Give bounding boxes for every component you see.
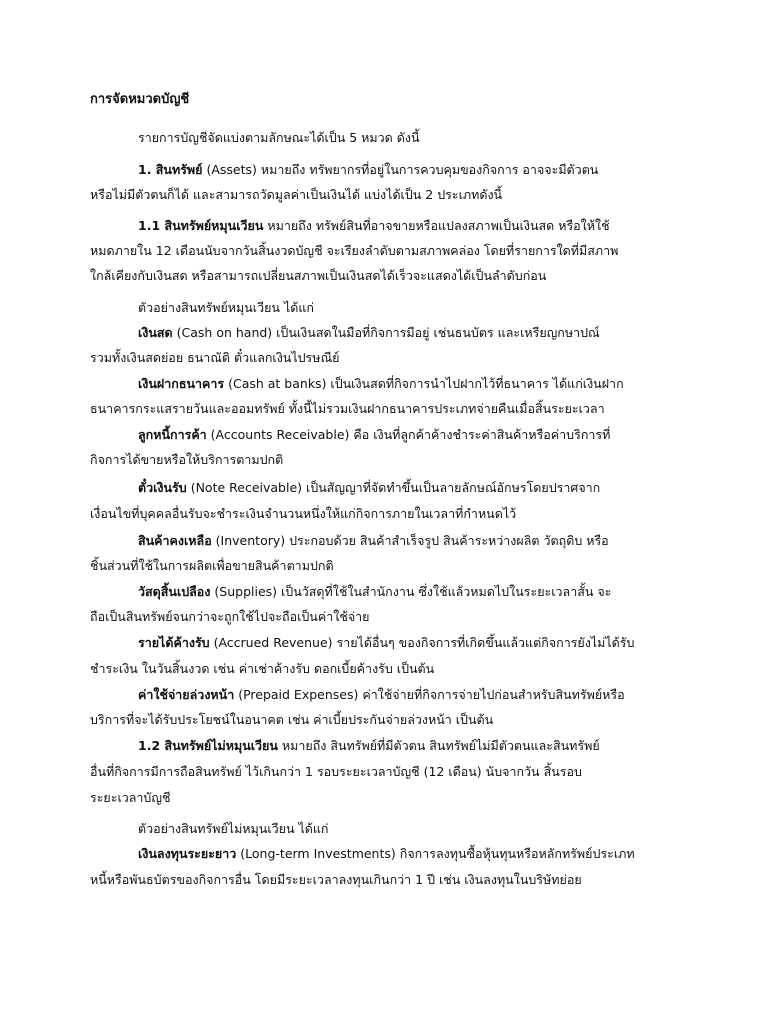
term-cash: เงินสด <box>138 325 173 340</box>
assets-definition-line-1: 1. สินทรัพย์ (Assets) หมายถึง ทรัพยากรที่อยู่ในการควบคุมของกิจการ อาจจะมีตัวตน <box>138 162 599 177</box>
term-prepaid-expenses: ค่าใช้จ่ายล่วงหน้า <box>138 687 235 702</box>
ar-line-2: กิจการได้ขายหรือให้บริการตามปกติ <box>90 452 284 467</box>
term-supplies: วัสดุสิ้นเปลือง <box>138 584 211 599</box>
noncurrent-assets-line-1: 1.2 สินทรัพย์ไม่หมุนเวียน หมายถึง สินทรัพย์ที่มีตัวตน สินทรัพย์ไม่มีตัวตนและสินทรัพย์ <box>138 738 600 753</box>
inventory-line-1: สินค้าคงเหลือ (Inventory) ประกอบด้วย สินค้าสำเร็จรูป สินค้าระหว่างผลิต วัตถุดิบ หรือ <box>138 533 609 548</box>
current-assets-line-2: หมดภายใน 12 เดือนนับจากวันสิ้นงวดบัญชี จะเรียงลำดับตามสภาพคล่อง โดยที่รายการใดที่มีสภาพ <box>90 243 619 258</box>
prepaid-line-2: บริการที่จะได้รับประโยชน์ในอนาคต เช่น ค่าเบี้ยประกันจ่ายล่วงหน้า เป็นต้น <box>90 712 494 727</box>
supplies-line-1: วัสดุสิ้นเปลือง (Supplies) เป็นวัสดุที่ใช้ในสำนักงาน ซึ่งใช้แล้วหมดไปในระยะเวลาสั้น จะ <box>138 584 612 599</box>
prepaid-line-1: ค่าใช้จ่ายล่วงหน้า (Prepaid Expenses) ค่าใช้จ่ายที่กิจการจ่ายไปก่อนสำหรับสินทรัพย์หรือ <box>138 687 625 702</box>
current-assets-line-3: ใกล้เคียงกับเงินสด หรือสามารถเปลี่ยนสภาพเป็นเงินสดได้เร็วจะแสดงได้เป็นลำดับก่อน <box>90 268 547 283</box>
term-cash-at-banks: เงินฝากธนาคาร <box>138 376 225 391</box>
accrued-line-1: รายได้ค้างรับ (Accrued Revenue) รายได้อื่นๆ ของกิจการที่เกิดขึ้นแล้วแต่กิจการยังไม่ได้รับ <box>138 635 635 650</box>
term-accounts-receivable: ลูกหนี้การค้า <box>138 427 207 442</box>
current-assets-line-1: 1.1 สินทรัพย์หมุนเวียน หมายถึง ทรัพย์สินที่อาจขายหรือแปลงสภาพเป็นเงินสด หรือให้ใช้ <box>138 218 610 233</box>
term-long-term-investments: เงินลงทุนระยะยาว <box>138 846 237 861</box>
noncurrent-assets-line-2: อื่นที่กิจการมีการถือสินทรัพย์ ไว้เกินกว่า 1 รอบระยะเวลาบัญชี (12 เดือน) นับจากวัน สิ้นรอบ <box>90 764 582 779</box>
accrued-line-2: ชำระเงิน ในวันสิ้นงวด เช่น ค่าเช่าค้างรับ ดอกเบี้ยค้างรับ เป็นต้น <box>90 661 435 676</box>
supplies-line-2: ถือเป็นสินทรัพย์จนกว่าจะถูกใช้ไปจะถือเป็นค่าใช้จ่าย <box>90 609 370 624</box>
intro-paragraph: รายการบัญชีจัดแบ่งตามลักษณะได้เป็น 5 หมวด ดังนี้ <box>138 130 420 145</box>
noncurrent-examples-heading: ตัวอย่างสินทรัพย์ไม่หมุนเวียน ได้แก่ <box>138 821 329 836</box>
inventory-line-2: ชิ้นส่วนที่ใช้ในการผลิตเพื่อขายสินค้าตามปกติ <box>90 558 334 573</box>
bank-line-2: ธนาคารกระแสรายวันและออมทรัพย์ ทั้งนี้ไม่รวมเงินฝากธนาคารประเภทจ่ายคืนเมื่อสิ้นระยะเวลา <box>90 401 605 416</box>
term-inventory: สินค้าคงเหลือ <box>138 533 212 548</box>
page-title: การจัดหมวดบัญชี <box>90 92 190 107</box>
cash-line-1: เงินสด (Cash on hand) เป็นเงินสดในมือที่กิจการมีอยู่ เช่นธนบัตร และเหรียญกษาปณ์ <box>138 325 600 340</box>
lti-line-2: หนี้หรือพันธบัตรของกิจการอื่น โดยมีระยะเวลาลงทุนเกินกว่า 1 ปี เช่น เงินลงทุนในบริษัทย่อย <box>90 872 582 887</box>
term-accrued-revenue: รายได้ค้างรับ <box>138 635 210 650</box>
lti-line-1: เงินลงทุนระยะยาว (Long-term Investments) กิจการลงทุนซื้อหุ้นทุนหรือหลักทรัพย์ประเภท <box>138 846 635 861</box>
notes-line-2: เงื่อนไขที่บุคคลอื่นรับจะชำระเงินจำนวนหนึ่งให้แก่กิจการภายในเวลาที่กำหนดไว้ <box>90 506 517 521</box>
assets-definition-line-2: หรือไม่มีตัวตนก็ได้ และสามารถวัดมูลค่าเป็นเงินได้ แบ่งได้เป็น 2 ประเภทดังนี้ <box>90 187 503 202</box>
notes-line-1: ตั๋วเงินรับ (Note Receivable) เป็นสัญญาที่จัดทำขึ้นเป็นลายลักษณ์อักษรโดยปราศจาก <box>138 480 601 495</box>
term-current-assets: 1.1 สินทรัพย์หมุนเวียน <box>138 218 264 233</box>
ar-line-1: ลูกหนี้การค้า (Accounts Receivable) คือ เงินที่ลูกค้าค้างชำระค่าสินค้าหรือค่าบริการที่ <box>138 427 611 442</box>
term-notes-receivable: ตั๋วเงินรับ <box>138 480 187 495</box>
term-noncurrent-assets: 1.2 สินทรัพย์ไม่หมุนเวียน <box>138 738 278 753</box>
noncurrent-assets-line-3: ระยะเวลาบัญชี <box>90 790 171 805</box>
term-assets: 1. สินทรัพย์ <box>138 162 203 177</box>
bank-line-1: เงินฝากธนาคาร (Cash at banks) เป็นเงินสดที่กิจการนำไปฝากไว้ที่ธนาคาร ได้แก่เงินฝาก <box>138 376 624 391</box>
current-examples-heading: ตัวอย่างสินทรัพย์หมุนเวียน ได้แก่ <box>138 300 314 315</box>
cash-line-2: รวมทั้งเงินสดย่อย ธนาณัติ ตั๋วแลกเงินไปรษณีย์ <box>90 350 340 365</box>
